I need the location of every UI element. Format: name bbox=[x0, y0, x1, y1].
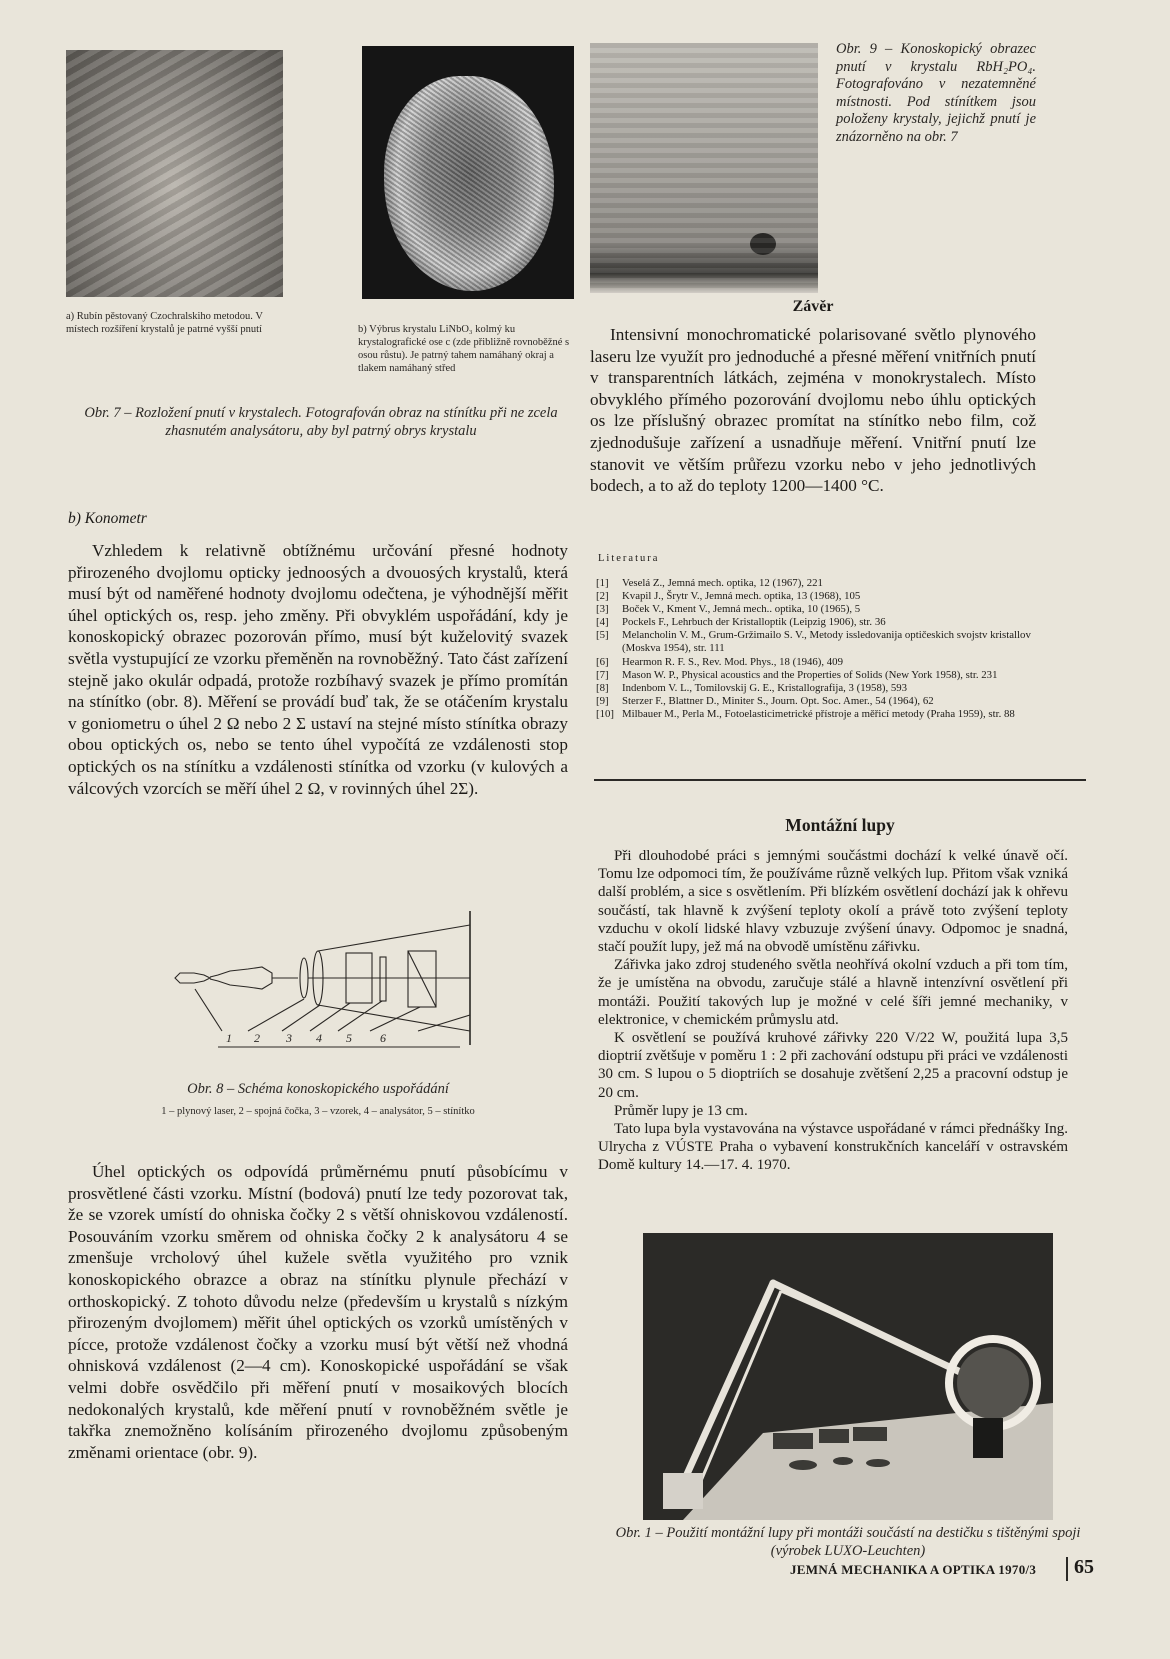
crystal-photo-ruby bbox=[66, 50, 283, 297]
reference-item: [9] Sterzer F., Blattner D., Miniter S., Journ. Opt. Soc. Amer., 54 (1964), 62 bbox=[596, 694, 934, 707]
fig8-legend: 1 – plynový laser, 2 – spojná čočka, 3 – vzorek, 4 – analysátor, 5 – stínítko bbox=[161, 1106, 475, 1117]
lupy-paragraph: Tato lupa byla vystavována na výstavce uspořádané v rámci přednášky Ing. Ulrycha z VÚSTE Praha o vybavení konstrukčních kanceláří v ostravském Domě kultury 14.—17. 4. 1970. bbox=[598, 1121, 1068, 1174]
reference-list bbox=[596, 577, 1036, 721]
section-heading-lupy: Montážní lupy bbox=[785, 815, 895, 835]
schematic-label-6: 6 bbox=[380, 1031, 386, 1045]
section-heading-zaver: Závěr bbox=[792, 298, 834, 315]
lupy-paragraph: Při dlouhodobé práci s jemnými součástmi dochází k velké únavě očí. Tomu lze odpomoci tím, že používáme různě velkých lup. Přitom však vzniká další problém, a sice s osvětlením. Při blízkém osvětlení dochází jak k ohřevu součástí, tak hlavně k zvýšení teploty okolí a právě toto zvýšení teploty vzduchu v okolí lidské hlavy vzbuzuje zvýšení únavy. Odpomoc je snadná, stačí použít lupy, jež má na obvodě umístěnu zářivku. bbox=[598, 848, 1068, 956]
footer-divider bbox=[1066, 1557, 1068, 1581]
lupy-paragraph: K osvětlení se používá kruhové zářivky 220 V/22 W, použitá lupa 3,5 dioptrií zvětšuje v poměru 1 : 2 při zachování odstupu při práci ve vzdálenosti 30 cm. S lupou o 5 dioptriích se dosahuje zvětšení 2,25 a pracovní odstup je 20 cm. bbox=[598, 1030, 1068, 1101]
zaver-paragraph: Intensivní monochromatické polarisované světlo plynového laseru lze využít pro jednoduché a přesné měření vnitřních pnutí v transparentních látkách, zejména v monokrystalech. Místo obvyklého přímého pozorování dvojlomu nebo úhlu optických os lze příslušný obrazec promítat na stínítko nebo film, což zjednodušuje zařízení a usnadňuje měření. Vnitřní pnutí lze stanovit ve větším průřezu vzorku nebo v jeho jednotlivých bodech, a to až do teploty 1200—1400 °C. bbox=[590, 325, 1036, 496]
conoscope-schematic bbox=[170, 907, 495, 1059]
reference-item: [1] Veselá Z., Jemná mech. optika, 12 (1967), 221 bbox=[596, 577, 823, 589]
reference-item: [2] Kvapil J., Šrytr V., Jemná mech. optika, 13 (1968), 105 bbox=[596, 590, 861, 603]
lupy-paragraph: Zářivka jako zdroj studeného světla neohřívá okolní vzduch a při tom tím, že je umístěna na obvodu, zaručuje stálé a hlavně intenzívní osvětlení při montáži. Použití takových lup je možné v celé šíři jemné mechaniky, v elektronice, v chemickém průmyslu atd. bbox=[598, 957, 1068, 1028]
lupy-article bbox=[598, 847, 1068, 1175]
lupy-paragraph: Průměr lupy je 13 cm. bbox=[614, 1102, 748, 1119]
section-heading-konometr: b) Konometr bbox=[68, 510, 147, 527]
reference-item: [5] Melancholin V. M., Grum-Gržimailo S. V., Metody issledovanija optičeskich svojstv kristallov (Moskva 1954), str. 111 bbox=[596, 629, 1031, 655]
reference-item: [7] Mason W. P., Physical acoustics and the Properties of Solids (New York 1958), str. 231 bbox=[596, 668, 998, 681]
reference-item: [4] Pockels F., Lehrbuch der Kristalloptik (Leipzig 1906), str. 36 bbox=[596, 616, 886, 629]
conoscopic-photo bbox=[590, 43, 818, 293]
fig9-caption: Obr. 9 – Konoskopický obrazec pnutí v krystalu RbH₂PO₄. Fotografováno v nezatemněné místnosti. Pod stínítkem jsou položeny krystaly, jejichž pnutí je znázorněno na obr. 7 bbox=[836, 41, 1036, 145]
reference-item: [10] Milbauer M., Perla M., Fotoelasticimetrické přístroje a měřicí metody (Praha 1959), str. 88 bbox=[596, 707, 1015, 720]
schematic-label-3: 3 bbox=[286, 1031, 292, 1045]
journal-name: JEMNÁ MECHANIKA A OPTIKA 1970/3 bbox=[790, 1562, 1037, 1577]
fig7b-caption: b) Výbrus krystalu LiNbO₃ kolmý ku krystalografické ose c (zde přibližně rovnoběžné s osou růstu). Je patrný tahem namáhaný okraj a tlakem namáhaný střed bbox=[358, 324, 570, 374]
fig8-caption: Obr. 8 – Schéma konoskopického uspořádání bbox=[187, 1081, 449, 1097]
fig7a-caption: a) Rubín pěstovaný Czochralskiho metodou. V místech rozšíření krystalů je patrné vyšší pnutí bbox=[66, 311, 263, 335]
page-number: 65 bbox=[1074, 1556, 1094, 1578]
schematic-label-2: 2 bbox=[254, 1031, 260, 1045]
magnifier-lamp-photo bbox=[643, 1233, 1053, 1520]
schematic-label-5: 5 bbox=[346, 1031, 352, 1045]
schematic-label-4: 4 bbox=[316, 1031, 322, 1045]
konometr-paragraph: Vzhledem k relativně obtížnému určování přesné hodnoty přirozeného dvojlomu opticky jednoosých a dvouosých krystalů, která musí být od naměřené hodnoty dvojlomu odečtena, je výhodnější měřit úhel optických os, resp. jeho změny. Při obvyklém uspořádání, kdy je konoskopický obrazec pozorován přímo, musí být kuželovitý svazek světla vystupující ze vzorku přeměněn na rovnoběžný. Tato část zařízení stejně jako okulár odpadá, protože rozbíhavý svazek je přímo promítán na stínítko (obr. 8). Měření se provádí buď tak, že se otáčením krystalu v goniometru o úhel 2 Ω nebo 2 Σ ustaví na stejné místo stínítka obrazy obou optických os, nebo se tento úhel vypočítá ze vzdálenosti stop optických os na stínítku a vzdálenosti stínítka od vzorku (v kulových a válcových vzorcích se měří úhel 2 Ω, v rovinných úhel 2Σ). bbox=[68, 541, 568, 798]
reference-item: [8] Indenbom V. L., Tomilovskij G. E., Kristallografija, 3 (1958), 593 bbox=[596, 681, 908, 694]
section-divider bbox=[594, 779, 1086, 781]
literatura-heading: Literatura bbox=[598, 553, 660, 564]
reference-item: [3] Boček V., Kment V., Jemná mech.. optika, 10 (1965), 5 bbox=[596, 603, 861, 616]
lamp-caption: Obr. 1 – Použití montážní lupy při montáži součástí na destičku s tištěnými spoji (výrobek LUXO-Leuchten) bbox=[615, 1525, 1081, 1559]
uhel-paragraph: Úhel optických os odpovídá průměrnému pnutí působícímu v prosvětlené části vzorku. Místní (bodová) pnutí lze tedy pozorovat tak, že se vzorek umístí do ohniska čočky 2 s větší ohniskovou vzdáleností. Posouváním vzorku směrem od ohniska čočky 2 k analysátoru 4 se zmenšuje vrcholový úhel kužele světla využitého pro vznik konoskopického obrazce a obraz na stínítku plynule přechází v orthoskopický. Z tohoto důvodu nelze (především u krystalů s nízkým přirozeným dvojlomem) měřit úhel optických os vzorků umístěných v pícce, protože vzdálenost čočky a vzorku musí být větší než vhodná ohnisková vzdálenost (2—4 cm). Konoskopické uspořádání se však velmi dobře osvědčilo při měření pnutí v mosaikových blocích nedokonalých krystalů, kde měření pnutí v rovnoběžném světle je takřka znemožněno kolísáním přirozeného dvojlomu způsobeným změnami orientace (obr. 9). bbox=[68, 1162, 568, 1462]
fig7-caption: Obr. 7 – Rozložení pnutí v krystalech. Fotografován obraz na stínítku při ne zcela zhasnutém analysátoru, aby byl patrný obrys krystalu bbox=[84, 405, 558, 439]
reference-item: [6] Hearmon R. F. S., Rev. Mod. Phys., 18 (1946), 409 bbox=[596, 655, 843, 668]
crystal-photo-linbo3 bbox=[362, 46, 574, 299]
schematic-label-1: 1 bbox=[226, 1031, 232, 1045]
